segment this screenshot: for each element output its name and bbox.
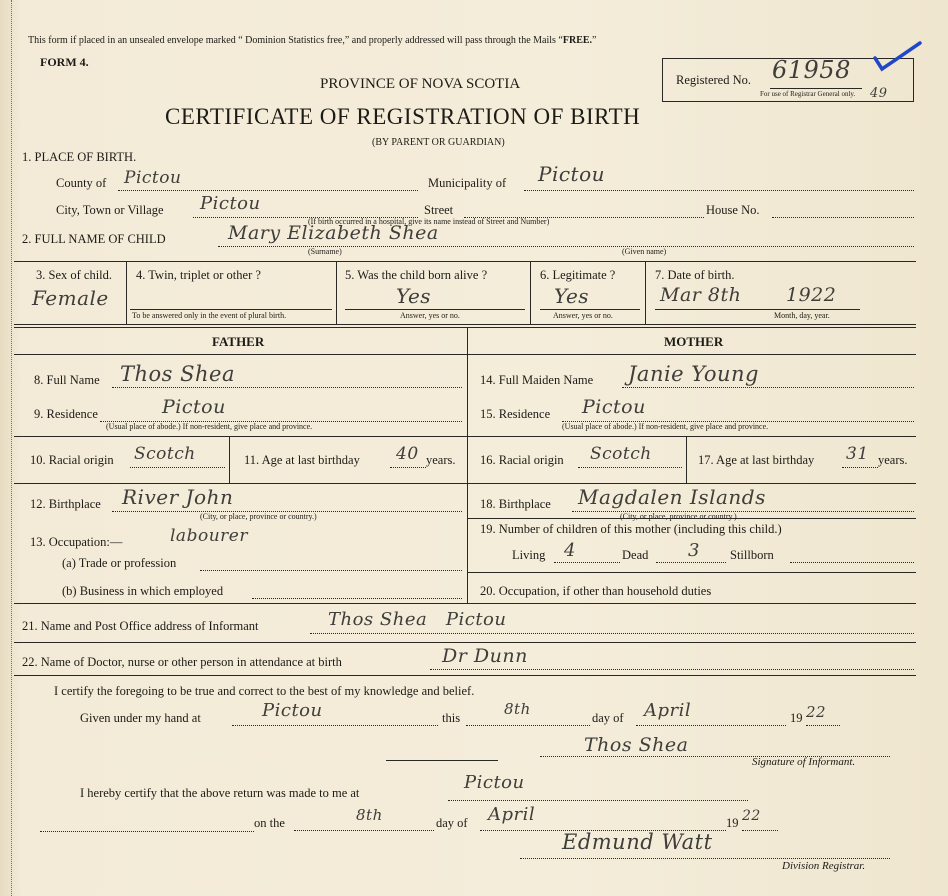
registered-number: 61958 xyxy=(772,56,851,84)
occupation-label: 13. Occupation:— xyxy=(30,535,123,549)
mother-age-value: 31 xyxy=(846,444,869,464)
informant-signature-label: Signature of Informant. xyxy=(752,756,856,768)
mother-residence-value: Pictou xyxy=(582,396,646,418)
return-month-value: April xyxy=(488,804,536,825)
surname-note: (Surname) xyxy=(308,247,342,256)
father-racial-origin-value: Scotch xyxy=(134,444,196,464)
mother-heading: MOTHER xyxy=(664,334,724,349)
given-name-note: (Given name) xyxy=(622,247,667,256)
place-of-birth-label: 1. PLACE OF BIRTH. xyxy=(22,150,137,164)
sex-label: 3. Sex of child. xyxy=(36,268,113,282)
year-prefix: 19 xyxy=(790,711,803,725)
binding-edge xyxy=(0,0,12,896)
father-birthplace-value: River John xyxy=(122,485,234,509)
given-year-value: 22 xyxy=(806,703,827,721)
registrar-note: For use of Registrar General only. xyxy=(760,90,856,98)
mother-birthplace-label: 18. Birthplace xyxy=(480,497,551,511)
city-label: City, Town or Village xyxy=(56,203,164,217)
day-of-label: day of xyxy=(592,711,624,725)
father-residence-note: (Usual place of abode.) If non-resident, give place and province. xyxy=(106,422,313,431)
legitimate-note: Answer, yes or no. xyxy=(553,311,613,320)
city-value: Pictou xyxy=(200,193,261,214)
doctor-value: Dr Dunn xyxy=(442,645,528,667)
return-place-value: Pictou xyxy=(464,772,525,793)
birth-date-month-day: Mar 8th xyxy=(660,284,742,306)
informant-label: 21. Name and Post Office address of Informant xyxy=(22,619,259,633)
child-name-value: Mary Elizabeth Shea xyxy=(228,222,439,244)
living-label: Living xyxy=(512,548,546,562)
mother-name-value: Janie Young xyxy=(628,362,759,386)
page-subtitle: (BY PARENT OR GUARDIAN) xyxy=(372,137,505,148)
living-value: 4 xyxy=(564,540,576,561)
mother-birthplace-value: Magdalen Islands xyxy=(578,485,766,509)
born-alive-label: 5. Was the child born alive ? xyxy=(345,268,488,282)
father-racial-origin-label: 10. Racial origin xyxy=(30,453,114,467)
mother-residence-label: 15. Residence xyxy=(480,407,551,421)
return-day-value: 8th xyxy=(356,806,383,824)
mother-name-label: 14. Full Maiden Name xyxy=(480,373,594,387)
municipality-value: Pictou xyxy=(538,162,606,186)
house-number-label: House No. xyxy=(706,203,760,217)
province-heading: PROVINCE OF NOVA SCOTIA xyxy=(320,76,521,92)
father-residence-value: Pictou xyxy=(162,396,226,418)
father-age-label: 11. Age at last birthday xyxy=(244,453,360,467)
given-place-value: Pictou xyxy=(262,700,323,721)
hospital-note: (If birth occurred in a hospital, give its name instead of Street and Number) xyxy=(308,217,550,226)
county-value: Pictou xyxy=(124,168,182,188)
corner-mark: 49 xyxy=(870,86,888,101)
mother-occupation-label: 20. Occupation, if other than household duties xyxy=(480,584,712,598)
born-alive-note: Answer, yes or no. xyxy=(400,311,460,320)
father-birthplace-label: 12. Birthplace xyxy=(30,497,101,511)
informant-value: Thos Shea Pictou xyxy=(328,609,507,630)
municipality-label: Municipality of xyxy=(428,176,507,190)
given-day-value: 8th xyxy=(504,700,531,718)
informant-signature: Thos Shea xyxy=(584,734,689,756)
page-title: CERTIFICATE OF REGISTRATION OF BIRTH xyxy=(165,104,641,129)
twin-label: 4. Twin, triplet or other ? xyxy=(136,268,261,282)
county-label: County of xyxy=(56,176,107,190)
year-prefix-2: 19 xyxy=(726,816,739,830)
on-the-label: on the xyxy=(254,816,285,830)
father-name-value: Thos Shea xyxy=(120,362,235,386)
day-of-label-2: day of xyxy=(436,816,468,830)
father-birthplace-note: (City, or place, province or country.) xyxy=(200,512,317,521)
children-count-label: 19. Number of children of this mother (including this child.) xyxy=(480,522,782,536)
mother-racial-origin-label: 16. Racial origin xyxy=(480,453,564,467)
doctor-label: 22. Name of Doctor, nurse or other person in attendance at birth xyxy=(22,655,342,669)
father-heading: FATHER xyxy=(212,334,265,349)
born-alive-value: Yes xyxy=(396,284,432,308)
certify-statement: I certify the foregoing to be true and correct to the best of my knowledge and belief. xyxy=(54,684,475,698)
legitimate-label: 6. Legitimate ? xyxy=(540,268,616,282)
birth-date-year: 1922 xyxy=(786,284,837,306)
child-name-label: 2. FULL NAME OF CHILD xyxy=(22,232,166,246)
father-years-label: years. xyxy=(426,453,456,467)
mother-years-label: years. xyxy=(878,453,908,467)
trade-label: (a) Trade or profession xyxy=(62,556,177,570)
legitimate-value: Yes xyxy=(554,284,590,308)
check-mark-icon xyxy=(872,40,924,76)
sex-value: Female xyxy=(32,286,109,310)
form-number: FORM 4. xyxy=(40,55,89,69)
registrar-signature: Edmund Watt xyxy=(562,830,713,854)
mother-birthplace-note: (City, or place, province or country.) xyxy=(620,512,737,521)
occupation-value: labourer xyxy=(170,526,248,546)
stillborn-label: Stillborn xyxy=(730,548,774,562)
mother-racial-origin-value: Scotch xyxy=(590,444,652,464)
given-under-hand-label: Given under my hand at xyxy=(80,711,201,725)
division-registrar-label: Division Registrar. xyxy=(782,860,866,872)
registered-label: Registered No. xyxy=(676,73,751,87)
given-month-value: April xyxy=(644,700,692,721)
this-label: this xyxy=(442,711,461,725)
mother-age-label: 17. Age at last birthday xyxy=(698,453,815,467)
return-made-label: I hereby certify that the above return was made to me at xyxy=(80,786,360,800)
dead-label: Dead xyxy=(622,548,649,562)
twin-note: To be answered only in the event of plural birth. xyxy=(132,311,287,320)
birth-date-label: 7. Date of birth. xyxy=(655,268,735,282)
birth-date-note: Month, day, year. xyxy=(774,311,830,320)
dead-value: 3 xyxy=(688,540,700,561)
mother-residence-note: (Usual place of abode.) If non-resident, give place and province. xyxy=(562,422,769,431)
business-label: (b) Business in which employed xyxy=(62,584,224,598)
father-age-value: 40 xyxy=(396,444,419,464)
return-year-value: 22 xyxy=(742,808,761,824)
father-residence-label: 9. Residence xyxy=(34,407,98,421)
father-name-label: 8. Full Name xyxy=(34,373,100,387)
mail-notice: This form if placed in an unsealed envelope marked “ Dominion Statistics free,” and properly addressed will pass through the Mails “FREE.” xyxy=(28,35,597,46)
street-label: Street xyxy=(424,203,454,217)
